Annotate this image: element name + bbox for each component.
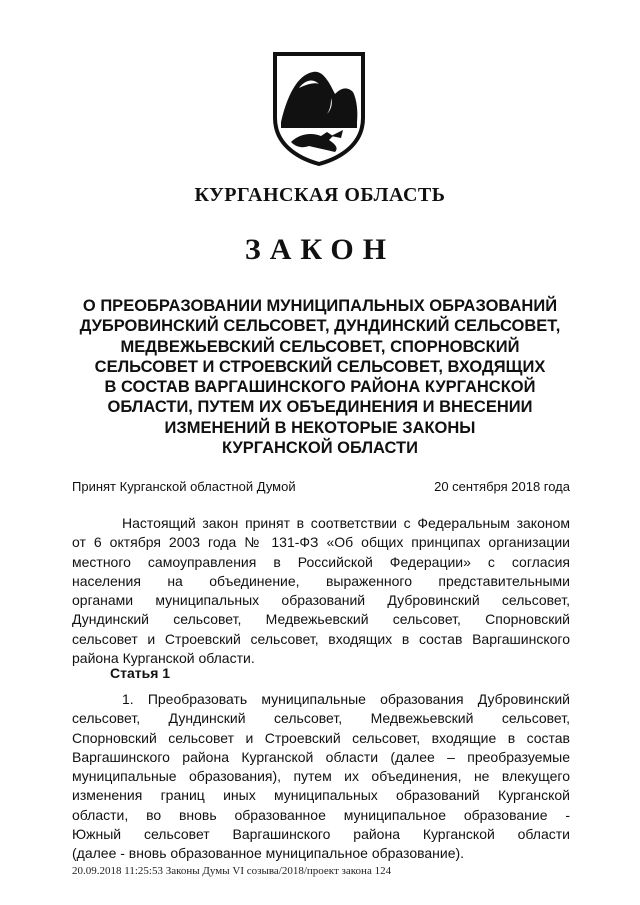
text-line: населения на объединение, выраженного представительными — [72, 572, 570, 589]
text-line: Южный сельсовет Варгашинского района Курганской области — [72, 826, 570, 843]
text-line: района Курганской области. — [72, 650, 255, 667]
law-title — [60, 296, 580, 458]
preamble-paragraph — [72, 514, 570, 668]
text-line: сельсовет, Дундинский сельсовет, Медвежьевский сельсовет, — [72, 710, 570, 727]
text-line: Варгашинского района Курганской области (далее – преобразуемые — [72, 748, 570, 765]
text-line: 1. Преобразовать муниципальные образования Дубровинский — [122, 691, 570, 707]
text-line: органами муниципальных образований Дубровинский сельсовет, — [72, 592, 570, 609]
text-line: Настоящий закон принят в соответствии с Федеральным законом — [122, 515, 570, 531]
text-line: Дундинский сельсовет, Медвежьевский сельсовет, Спорновский — [72, 611, 570, 628]
title-line: ОБЛАСТИ, ПУТЕМ ИХ ОБЪЕДИНЕНИЯ И ВНЕСЕНИИ — [107, 398, 533, 417]
title-line: О ПРЕОБРАЗОВАНИИ МУНИЦИПАЛЬНЫХ ОБРАЗОВАНИЙ — [82, 297, 558, 315]
article-heading: Статья 1 — [110, 665, 171, 681]
title-line: СЕЛЬСОВЕТ И СТРОЕВСКИЙ СЕЛЬСОВЕТ, ВХОДЯЩИХ — [94, 357, 546, 376]
text-line: сельсовет и Строевский сельсовет, входящих в состав Варгашинского — [72, 630, 570, 647]
text-line: Спорновский сельсовет и Строевский сельсовет, входящие в состав — [72, 729, 570, 746]
text-line: области, во вновь образованное муниципальное образование - — [72, 806, 570, 823]
title-line: В СОСТАВ ВАРГАШИНСКОГО РАЙОНА КУРГАНСКОЙ — [104, 378, 536, 397]
coat-of-arms-icon — [269, 48, 369, 166]
text-line: изменения границ иных муниципальных образований Курганской — [72, 787, 570, 804]
text-line: от 6 октября 2003 года № 131-ФЗ «Об общих принципах организации — [72, 534, 570, 551]
title-line: ДУБРОВИНСКИЙ СЕЛЬСОВЕТ, ДУНДИНСКИЙ СЕЛЬСОВЕТ, — [79, 317, 561, 336]
title-line: ИЗМЕНЕНИЙ В НЕКОТОРЫЕ ЗАКОНЫ — [164, 418, 476, 437]
document-footer: 20.09.2018 11:25:53 Законы Думы VI созыва/2018/проект закона 124 — [72, 865, 392, 877]
text-line: местного самоуправления в Российской Федерации» с согласия — [72, 553, 570, 570]
text-line: (далее - вновь образованное муниципальное образование). — [72, 845, 465, 862]
adopted-by: Принят Курганской областной Думой — [72, 479, 296, 494]
title-line: МЕДВЕЖЬЕВСКИЙ СЕЛЬСОВЕТ, СПОРНОВСКИЙ — [120, 337, 520, 356]
text-line: муниципальные образования), путем их объединения, не влекущего — [72, 768, 570, 785]
title-line: КУРГАНСКОЙ ОБЛАСТИ — [222, 439, 418, 458]
region-name: КУРГАНСКАЯ ОБЛАСТЬ — [194, 184, 446, 206]
document-type: ЗАКОН — [244, 233, 396, 266]
adoption-date: 20 сентября 2018 года — [434, 479, 570, 494]
article-paragraph — [72, 690, 570, 864]
